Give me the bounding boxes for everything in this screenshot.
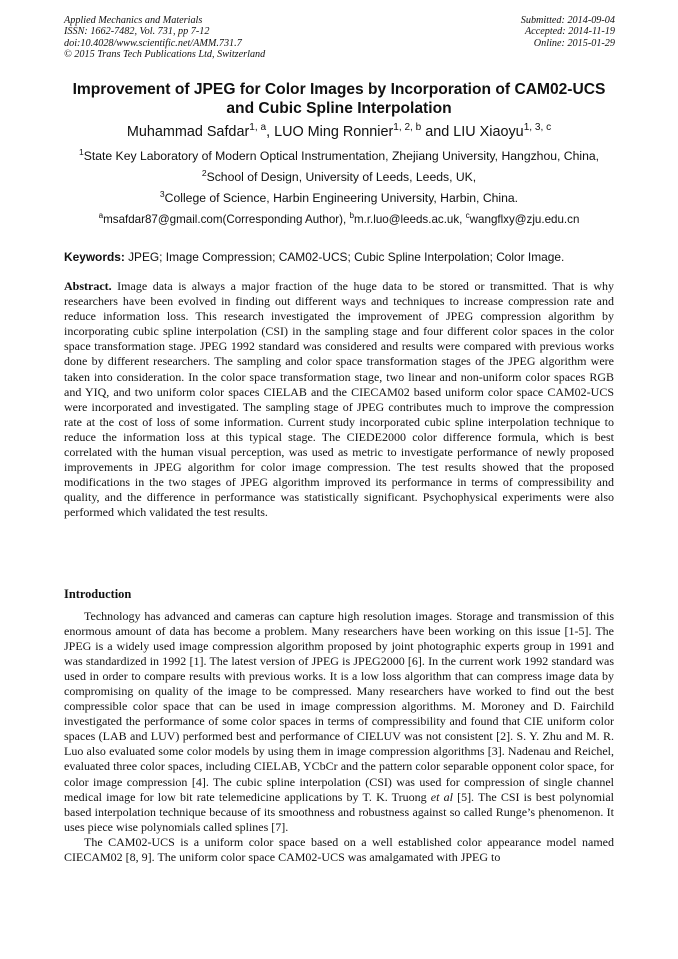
online-date: Online: 2015-01-29 bbox=[533, 37, 615, 49]
introduction-body bbox=[64, 609, 614, 865]
title-line-2: and Cubic Spline Interpolation bbox=[226, 100, 452, 117]
affiliation-text: School of Design, University of Leeds, Leeds, UK, bbox=[206, 170, 477, 184]
affiliation-text: College of Science, Harbin Engineering University, Harbin, China. bbox=[164, 191, 519, 205]
author-emails bbox=[0, 213, 678, 226]
email-marker: c bbox=[465, 211, 470, 221]
author-3-name: LIU Xiaoyu bbox=[453, 124, 524, 140]
intro-text: Technology has advanced and cameras can capture high resolution images. Storage and transmission of this enormous amount of data has become a problem. Many researchers have been working on this issue [1-5]. The JPEG is a widely used image compression algorithm proposed by joint photographic experts group in 1991 and was standardized in 1992 [1]. The latest version of JPEG is JPEG2000 [6]. In the current work 1992 standard was used in order to compare results with previous works. It is a low loss algorithm that can compress image data by compromising on quality of the image to be compressed. Many researchers have worked to find out the best compressible color space that can be used in image compression algorithms. M. Moroney and D. Fairchild investigated the performance of some color spaces in terms of compressibility and found that CIE uniform color spaces (LAB and LUV) performed best and performance of CIELUV was not consistent [2]. S. Y. Zhu and M. R. Luo also evaluated some color models by using them in image compression algorithms [3]. Nadenau and Reichel, evaluated three color spaces, including CIELAB, YCbCr and the pattern color separable opponent color space, for color image compression [4]. The cubic spline interpolation (CSI) was used for compression of single channel medical image for low bit rate telemedicine applications by T. K. Truong bbox=[64, 609, 614, 804]
author-separator: , bbox=[266, 124, 275, 140]
author-1-name: Muhammad Safdar bbox=[126, 124, 250, 140]
affiliation-2 bbox=[0, 167, 678, 184]
abstract bbox=[64, 279, 614, 521]
copyright-line: © 2015 Trans Tech Publications Ltd, Switzerland bbox=[64, 48, 266, 60]
author-3-marker: 1, 3, c bbox=[523, 122, 552, 134]
abstract-text: Image data is always a major fraction of the huge data to be stored or transmitted. That is why researchers have been evolved in finding out different ways and techniques to increase compression rate and reduce information loss. This research investigated the improvement of JPEG compression algorithm by incorporating cubic spline interpolation (CSI) in the sampling stage and four different color spaces in the color space transformation stage. JPEG 1992 standard was considered and results were compared with previous works done by different researchers. The sampling and color space transformation stages of the JPEG algorithm were taken into consideration. In the color space transformation stage, two linear and non-uniform color spaces RGB and YIQ, and two uniform color spaces CIELAB and the CIECAM02 based uniform color space CAM02-UCS were incorporated and investigated. The sampling stage of JPEG contributes much to improve the compression rate at the cost of loss of some information. Current study incorporated cubic spline interpolation technique to reduce the information loss at this typical stage. The CIEDE2000 color difference formula, which is best correlated with the human visual perception, was used as metric to investigate performance of newly proposed improvements in JPEG algorithm for color image compression. The test results showed that the proposed modifications in the two stages of JPEG algorithm improved its performance in terms of compressibility and quality, and the difference in performance was statistically significant. Psychophysical experiments were also performed which validated the test results. bbox=[64, 279, 614, 520]
affiliation-marker: 2 bbox=[201, 167, 207, 178]
intro-paragraph-2: The CAM02-UCS is a uniform color space based on a well established color appearance model named CIECAM02 [8, 9]. The uniform color space CAM02-UCS was amalgamated with JPEG to bbox=[64, 834, 614, 864]
intro-text: [5]. The CSI is best polynomial based interpolation technique because of its smoothness and robustness against so called Runge’s phenomenon. It uses piece wise polynomials called splines [7]. bbox=[64, 789, 614, 834]
email-marker: b bbox=[349, 211, 354, 221]
intro-paragraph-1 bbox=[64, 609, 614, 835]
author-separator: and bbox=[421, 124, 454, 140]
affiliation-marker: 3 bbox=[159, 188, 165, 199]
keywords bbox=[64, 249, 616, 265]
title-line-1: Improvement of JPEG for Color Images by Incorporation of CAM02-UCS bbox=[72, 81, 606, 98]
journal-name: Applied Mechanics and Materials bbox=[64, 15, 203, 26]
keywords-text: JPEG; Image Compression; CAM02-UCS; Cubic Spline Interpolation; Color Image. bbox=[124, 250, 565, 264]
affiliation-marker: 1 bbox=[78, 146, 84, 157]
email-c: wangflxy@zju.edu.cn bbox=[469, 213, 580, 226]
submitted-date: Submitted: 2014-09-04 bbox=[520, 15, 615, 26]
affiliation-1 bbox=[0, 146, 678, 163]
author-2-name: LUO Ming Ronnier bbox=[274, 124, 394, 140]
abstract-label: Abstract. bbox=[64, 279, 112, 293]
journal-header bbox=[64, 15, 265, 60]
doi-line: doi:10.4028/www.scientific.net/AMM.731.7 bbox=[64, 37, 242, 49]
email-a: msafdar87@gmail.com(Corresponding Author), bbox=[103, 213, 350, 226]
section-heading-introduction: Introduction bbox=[64, 587, 132, 601]
keywords-label: Keywords: bbox=[64, 250, 125, 264]
issn-line: ISSN: 1662-7482, Vol. 731, pp 7-12 bbox=[64, 26, 210, 38]
author-1-marker: 1, a bbox=[249, 122, 267, 134]
author-2-marker: 1, 2, b bbox=[393, 122, 422, 134]
accepted-date: Accepted: 2014-11-19 bbox=[524, 26, 615, 38]
author-list bbox=[0, 123, 678, 141]
intro-emphasis: et al bbox=[430, 789, 453, 804]
dates-header bbox=[521, 15, 615, 49]
affiliation-3 bbox=[0, 188, 678, 205]
paper-title bbox=[40, 80, 638, 118]
email-b: m.r.luo@leeds.ac.uk, bbox=[353, 213, 466, 226]
affiliation-text: State Key Laboratory of Modern Optical Instrumentation, Zhejiang University, Hangzhou, China, bbox=[83, 149, 600, 163]
email-marker: a bbox=[98, 211, 104, 221]
